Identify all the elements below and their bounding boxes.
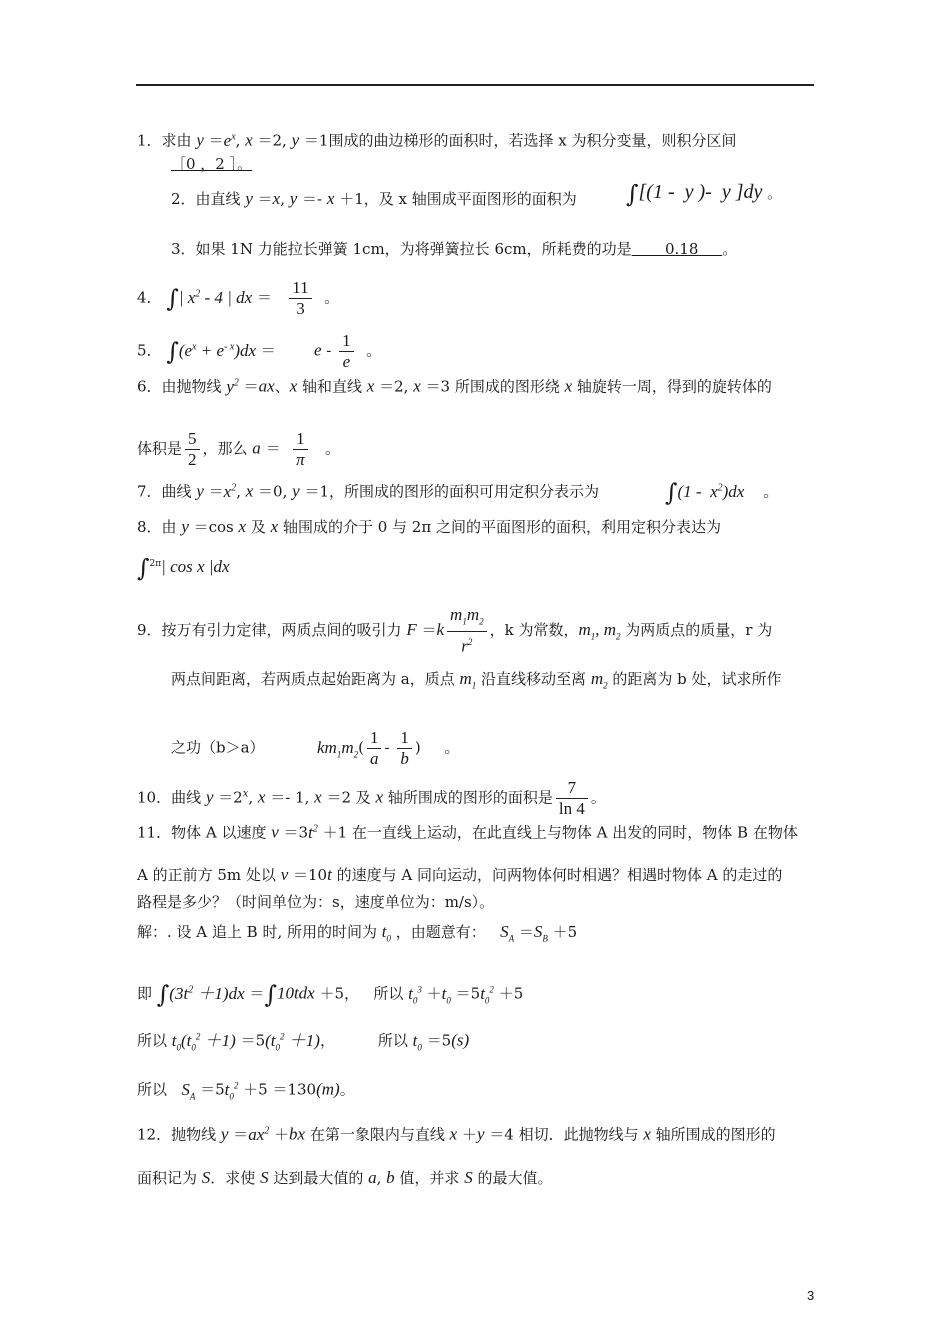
solution-line-3: 所以 $t_0(t_0^2 +1) =5(t_0^2 +1)$， 所以 $t_0 =5(s)$ <box>137 1030 470 1053</box>
question-10: 10．曲线 $y =2^x$, x ＝- 1, x ＝2 及 x 轴所围成的图形的面积是 $\frac{7}{\ln 4}$ 。 <box>137 778 606 818</box>
question-12-line-1: 12．抛物线 $y =ax^2 +bx$ 在第一象限内与直线 x ＋y ＝4 相切．此抛物线与 x 轴所围成的图形的 <box>137 1124 776 1144</box>
question-9-line-3: 之功（b＞a） $km_1m_2$( $\frac{1}{a}$ - $\frac{1}{b}$ ) 。 <box>171 728 460 768</box>
question-11-line-3: 路程是多少？（时间单位为：s，速度单位为：m/s）。 <box>137 893 495 911</box>
question-6-line-2: 体积是 $\frac{5}{2}$ ，那么 a ＝ $\frac{1}{\pi}$ 。 <box>137 429 340 469</box>
question-11-line-1: 11．物体 A 以速度 $v =3t^2 +1$ 在一直线上运动，在此直线上与物体 A 出发的同时，物体 B 在物体 <box>137 822 798 842</box>
header-rule <box>136 84 814 86</box>
question-4: 4． ∫| $x^2 - 4$ | dx ＝ $\frac{11}{3}$ 。 <box>137 278 340 318</box>
question-9-line-2: 两点间距离，若两质点起始距离为 a，质点 $m_1$ 沿直线移动至离 $m_2$ 的距离为 b 处，试求所作 <box>171 669 782 691</box>
question-3: 3．如果 1N 力能拉长弹簧 1cm，为将弹簧拉长 6cm，所耗费的功是 0.18 。 <box>171 240 738 258</box>
question-4-answer-fraction: $\frac{11}{3}$ <box>289 278 311 319</box>
question-5: 5． $\int(e^x + e^{- x})dx$ ＝ e - $\frac{1}{e}$ 。 <box>137 331 382 371</box>
question-6-line-1: 6．由抛物线 $y^2 =ax$、x 轴和直线 x ＝2, x ＝3 所围成的图形绕 x 轴旋转一周，得到的旋转体的 <box>137 376 772 396</box>
solution-line-4: 所以 $S_A =5t_0^2 +5 =130(m)$。 <box>137 1079 355 1102</box>
question-9-line-1: 9．按万有引力定律，两质点间的吸引力 F ＝k $\frac{m_1m_2}{r^2}$ ，k 为常数，$m_1$, $m_2$ 为两质点的质量，r 为 <box>137 605 773 657</box>
page-number: 3 <box>807 1288 815 1303</box>
solution-line-2: 即 $\int(3t^2 +1)dx =\int 10tdx +5$， 所以 $t_0^3 +t_0 =5t_0^2 +5$ <box>137 980 524 1009</box>
question-8-line-1: 8．由 y ＝cos x 及 x 轴围成的介于 0 与 2π 之间的平面图形的面积，利用定积分表达为 <box>137 517 721 536</box>
question-8-answer: ∫$^{2\pi}$| cos x |dx <box>137 554 230 582</box>
question-11-line-2: A 的正前方 5m 处以 v ＝10t 的速度与 A 同向运动，问两物体何时相遇？相遇时物体 A 的走过的 <box>137 865 783 884</box>
question-1-answer: ［0 ，2 ］。 <box>171 155 253 173</box>
question-2: 2．由直线 y ＝x, y ＝- x ＋1，及 x 轴围成平面图形的面积为 <box>171 189 577 208</box>
question-5-answer-fraction: $\frac{1}{e}$ <box>339 331 354 372</box>
question-12-line-2: 面积记为 S．求使 S 达到最大值的 a, b 值，并求 S 的最大值。 <box>137 1168 553 1187</box>
question-10-answer-fraction: $\frac{7}{\ln 4}$ <box>556 778 588 819</box>
question-7: 7．曲线 $y =x^2$, x ＝0, y ＝1，所围成的图形的面积可用定积分表示为 <box>137 481 600 501</box>
question-2-answer: ∫[(1 - y )- y ]dy 。 <box>626 180 783 208</box>
question-7-answer: $\int(1 - x^2)dx$ 。 <box>665 478 779 507</box>
question-6-answer-fraction: $\frac{1}{\pi}$ <box>293 429 308 470</box>
solution-line-1: 解：. 设 A 追上 B 时, 所用的时间为 $t_0$ ，由题意有： $S_A =S_B +5$ <box>137 922 578 944</box>
question-1-line-1: 1．求由 $y =e^x$, x ＝2, y ＝1围成的曲边梯形的面积时，若选择 x 为积分变量，则积分区间 <box>137 130 737 150</box>
